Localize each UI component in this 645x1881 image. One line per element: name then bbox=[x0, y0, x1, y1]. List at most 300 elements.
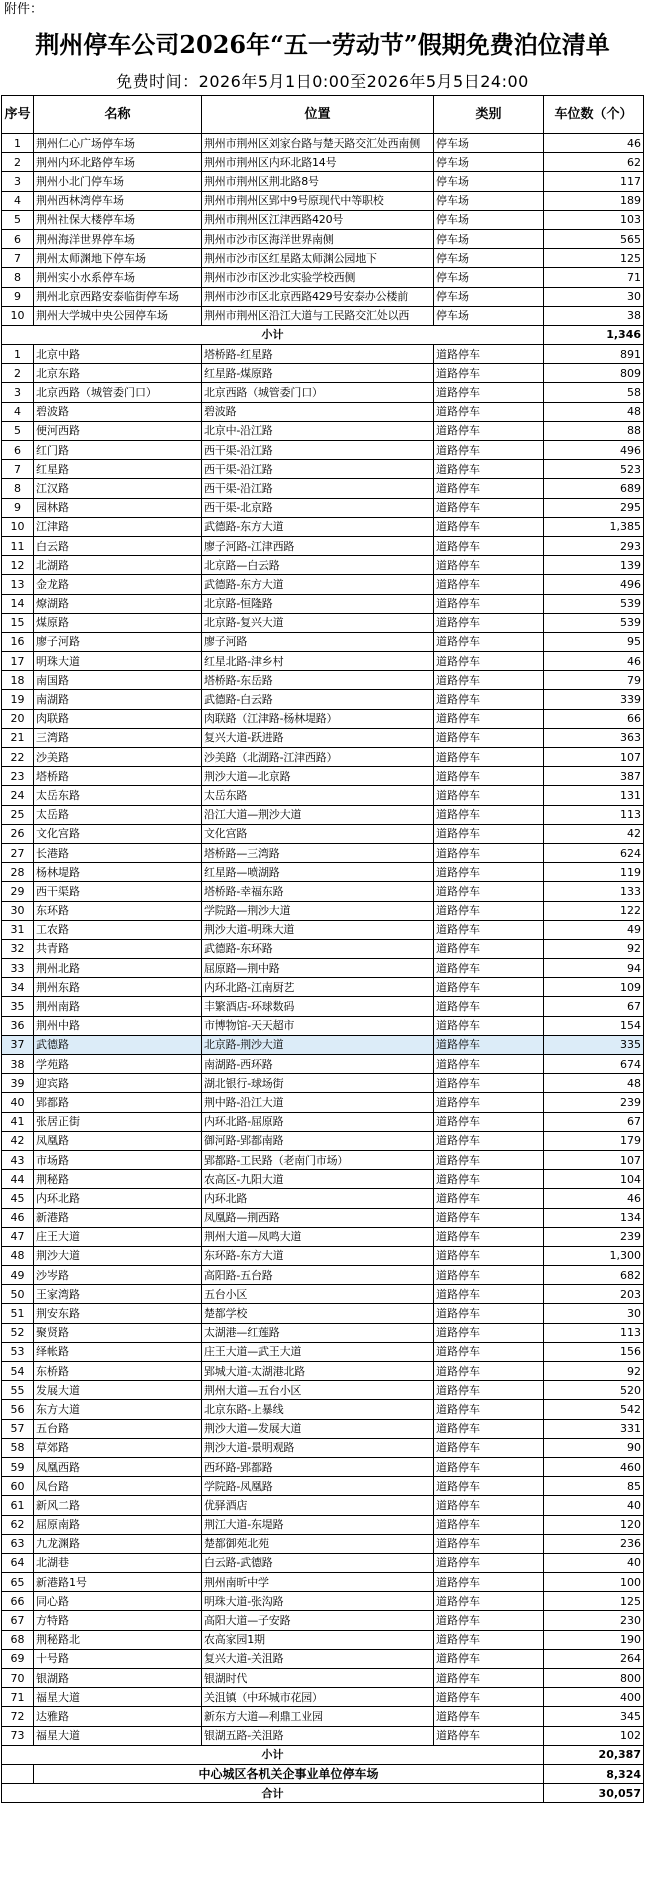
road-parking-row bbox=[2, 671, 644, 690]
cell-category: 道路停车 bbox=[434, 863, 544, 882]
cell-index: 6 bbox=[2, 441, 34, 460]
cell-location: 荆州大道—五台小区 bbox=[202, 1381, 434, 1400]
cell-location: 御河路-郢都南路 bbox=[202, 1131, 434, 1150]
cell-category: 道路停车 bbox=[434, 882, 544, 901]
cell-location: 北京路—白云路 bbox=[202, 556, 434, 575]
cell-name: 北京中路 bbox=[34, 345, 202, 364]
cell-location: 楚都学校 bbox=[202, 1304, 434, 1323]
cell-location: 东环路-东方大道 bbox=[202, 1246, 434, 1265]
cell-index: 57 bbox=[2, 1419, 34, 1438]
cell-index: 49 bbox=[2, 1266, 34, 1285]
cell-spaces: 42 bbox=[544, 824, 644, 843]
road-parking-row bbox=[2, 460, 644, 479]
cell-index: 66 bbox=[2, 1592, 34, 1611]
cell-location: 凤凰路—荆西路 bbox=[202, 1208, 434, 1227]
cell-category: 道路停车 bbox=[434, 1688, 544, 1707]
road-parking-row bbox=[2, 594, 644, 613]
cell-empty bbox=[2, 1764, 34, 1783]
col-header-spaces: 车位数（个） bbox=[544, 96, 644, 134]
cell-category: 停车场 bbox=[434, 229, 544, 248]
road-parking-row bbox=[2, 805, 644, 824]
cell-spaces: 117 bbox=[544, 172, 644, 191]
cell-spaces: 122 bbox=[544, 901, 644, 920]
road-parking-row bbox=[2, 1381, 644, 1400]
cell-name: 银湖路 bbox=[34, 1669, 202, 1688]
cell-name: 东方大道 bbox=[34, 1400, 202, 1419]
cell-category: 道路停车 bbox=[434, 1477, 544, 1496]
cell-spaces: 131 bbox=[544, 786, 644, 805]
cell-category: 道路停车 bbox=[434, 460, 544, 479]
cell-location: 红星北路-津乡村 bbox=[202, 652, 434, 671]
cell-name: 学苑路 bbox=[34, 1055, 202, 1074]
road-parking-row bbox=[2, 1112, 644, 1131]
road-parking-row bbox=[2, 364, 644, 383]
cell-location: 学院路—荆沙大道 bbox=[202, 901, 434, 920]
cell-name: 荆州北路 bbox=[34, 959, 202, 978]
cell-name: 塔桥路 bbox=[34, 767, 202, 786]
cell-location: 荆州市荆州区刘家台路与楚天路交汇处西南侧 bbox=[202, 134, 434, 153]
cell-name: 南国路 bbox=[34, 671, 202, 690]
cell-location: 荆州市沙市区沙北实验学校西侧 bbox=[202, 268, 434, 287]
cell-category: 道路停车 bbox=[434, 1669, 544, 1688]
cell-category: 道路停车 bbox=[434, 901, 544, 920]
cell-spaces: 46 bbox=[544, 134, 644, 153]
cell-name: 福星大道 bbox=[34, 1726, 202, 1745]
cell-location: 荆沙大道—北京路 bbox=[202, 767, 434, 786]
cell-spaces: 539 bbox=[544, 613, 644, 632]
cell-location: 荆州市荆州区内环北路14号 bbox=[202, 153, 434, 172]
cell-index: 34 bbox=[2, 978, 34, 997]
road-parking-row bbox=[2, 441, 644, 460]
cell-location: 农高家园1期 bbox=[202, 1630, 434, 1649]
cell-location: 荆江大道-东堤路 bbox=[202, 1515, 434, 1534]
road-parking-row bbox=[2, 824, 644, 843]
cell-spaces: 800 bbox=[544, 1669, 644, 1688]
cell-index: 46 bbox=[2, 1208, 34, 1227]
cell-spaces: 30 bbox=[544, 1304, 644, 1323]
parking-lot-row bbox=[2, 210, 644, 229]
cell-location: 荆沙大道-明珠大道 bbox=[202, 920, 434, 939]
cell-location: 北京西路（城管委门口） bbox=[202, 383, 434, 402]
cell-category: 停车场 bbox=[434, 153, 544, 172]
road-parking-row bbox=[2, 1189, 644, 1208]
cell-index: 19 bbox=[2, 690, 34, 709]
road-parking-row bbox=[2, 498, 644, 517]
cell-index: 37 bbox=[2, 1035, 34, 1054]
cell-category: 道路停车 bbox=[434, 1093, 544, 1112]
cell-category: 道路停车 bbox=[434, 1419, 544, 1438]
cell-category: 道路停车 bbox=[434, 402, 544, 421]
cell-name: 绎帐路 bbox=[34, 1342, 202, 1361]
cell-spaces: 46 bbox=[544, 1189, 644, 1208]
cell-location: 市博物馆-天天超市 bbox=[202, 1016, 434, 1035]
cell-location: 楚都御苑北苑 bbox=[202, 1534, 434, 1553]
cell-name: 煤原路 bbox=[34, 613, 202, 632]
cell-spaces: 119 bbox=[544, 863, 644, 882]
cell-category: 道路停车 bbox=[434, 1592, 544, 1611]
cell-location: 荆州市荆州区郢中9号原现代中等职校 bbox=[202, 191, 434, 210]
summary-label: 中心城区各机关企事业单位停车场 bbox=[34, 1764, 544, 1783]
cell-category: 停车场 bbox=[434, 191, 544, 210]
cell-spaces: 809 bbox=[544, 364, 644, 383]
cell-spaces: 113 bbox=[544, 805, 644, 824]
cell-name: 便河西路 bbox=[34, 421, 202, 440]
road-parking-row bbox=[2, 786, 644, 805]
road-parking-row bbox=[2, 1515, 644, 1534]
cell-spaces: 363 bbox=[544, 728, 644, 747]
road-parking-row bbox=[2, 1611, 644, 1630]
cell-name: 荆州海洋世界停车场 bbox=[34, 229, 202, 248]
road-parking-row bbox=[2, 613, 644, 632]
cell-spaces: 203 bbox=[544, 1285, 644, 1304]
cell-name: 同心路 bbox=[34, 1592, 202, 1611]
cell-category: 道路停车 bbox=[434, 632, 544, 651]
cell-spaces: 94 bbox=[544, 959, 644, 978]
cell-index: 14 bbox=[2, 594, 34, 613]
cell-category: 道路停车 bbox=[434, 1457, 544, 1476]
road-parking-row bbox=[2, 1553, 644, 1572]
cell-index: 60 bbox=[2, 1477, 34, 1496]
cell-name: 太岳路 bbox=[34, 805, 202, 824]
cell-name: 屈原南路 bbox=[34, 1515, 202, 1534]
road-parking-row bbox=[2, 1573, 644, 1592]
cell-category: 道路停车 bbox=[434, 843, 544, 862]
free-parking-table bbox=[1, 95, 644, 1803]
cell-index: 20 bbox=[2, 709, 34, 728]
cell-category: 道路停车 bbox=[434, 1726, 544, 1745]
parking-lot-row bbox=[2, 172, 644, 191]
cell-spaces: 139 bbox=[544, 556, 644, 575]
road-parking-row bbox=[2, 728, 644, 747]
cell-name: 金龙路 bbox=[34, 575, 202, 594]
cell-spaces: 100 bbox=[544, 1573, 644, 1592]
road-parking-row bbox=[2, 1688, 644, 1707]
cell-name: 东桥路 bbox=[34, 1362, 202, 1381]
road-parking-row bbox=[2, 1457, 644, 1476]
cell-category: 道路停车 bbox=[434, 1707, 544, 1726]
road-parking-row bbox=[2, 1093, 644, 1112]
cell-name: 荆州中路 bbox=[34, 1016, 202, 1035]
cell-location: 白云路-武德路 bbox=[202, 1553, 434, 1572]
cell-location: 荆沙大道-景明观路 bbox=[202, 1438, 434, 1457]
road-parking-row bbox=[2, 536, 644, 555]
cell-location: 塔桥路-东岳路 bbox=[202, 671, 434, 690]
cell-index: 8 bbox=[2, 268, 34, 287]
cell-name: 荆州社保大楼停车场 bbox=[34, 210, 202, 229]
cell-spaces: 335 bbox=[544, 1035, 644, 1054]
cell-category: 道路停车 bbox=[434, 594, 544, 613]
cell-name: 明珠大道 bbox=[34, 652, 202, 671]
road-parking-row bbox=[2, 652, 644, 671]
cell-index: 23 bbox=[2, 767, 34, 786]
cell-index: 1 bbox=[2, 134, 34, 153]
cell-location: 学院路-凤凰路 bbox=[202, 1477, 434, 1496]
cell-location: 北京路-恒隆路 bbox=[202, 594, 434, 613]
cell-name: 荆州小北门停车场 bbox=[34, 172, 202, 191]
cell-index: 63 bbox=[2, 1534, 34, 1553]
cell-category: 道路停车 bbox=[434, 786, 544, 805]
cell-location: 红星路—喷湖路 bbox=[202, 863, 434, 882]
cell-spaces: 387 bbox=[544, 767, 644, 786]
summary-value: 30,057 bbox=[544, 1784, 644, 1803]
cell-category: 道路停车 bbox=[434, 824, 544, 843]
cell-name: 福星大道 bbox=[34, 1688, 202, 1707]
cell-spaces: 331 bbox=[544, 1419, 644, 1438]
cell-spaces: 88 bbox=[544, 421, 644, 440]
cell-index: 58 bbox=[2, 1438, 34, 1457]
summary-label: 合计 bbox=[2, 1784, 544, 1803]
road-parking-row bbox=[2, 767, 644, 786]
cell-index: 70 bbox=[2, 1669, 34, 1688]
cell-index: 56 bbox=[2, 1400, 34, 1419]
cell-name: 西干渠路 bbox=[34, 882, 202, 901]
cell-spaces: 624 bbox=[544, 843, 644, 862]
road-parking-row bbox=[2, 383, 644, 402]
cell-index: 2 bbox=[2, 364, 34, 383]
road-parking-row bbox=[2, 1362, 644, 1381]
grand-total-row bbox=[2, 1784, 644, 1803]
cell-category: 道路停车 bbox=[434, 920, 544, 939]
cell-index: 51 bbox=[2, 1304, 34, 1323]
cell-name: 三湾路 bbox=[34, 728, 202, 747]
cell-category: 道路停车 bbox=[434, 978, 544, 997]
cell-category: 道路停车 bbox=[434, 556, 544, 575]
cell-category: 道路停车 bbox=[434, 479, 544, 498]
cell-index: 65 bbox=[2, 1573, 34, 1592]
cell-name: 燎湖路 bbox=[34, 594, 202, 613]
cell-location: 内环北路 bbox=[202, 1189, 434, 1208]
cell-location: 南湖路-西环路 bbox=[202, 1055, 434, 1074]
document-title: 荆州停车公司2026年“五一劳动节”假期免费泊位清单 bbox=[35, 30, 610, 59]
cell-spaces: 1,300 bbox=[544, 1246, 644, 1265]
cell-category: 道路停车 bbox=[434, 767, 544, 786]
cell-name: 凤凰路 bbox=[34, 1131, 202, 1150]
cell-location: 荆州市沙市区红星路太师渊公园地下 bbox=[202, 249, 434, 268]
cell-index: 39 bbox=[2, 1074, 34, 1093]
cell-category: 停车场 bbox=[434, 172, 544, 191]
parking-lot-row bbox=[2, 134, 644, 153]
cell-name: 长港路 bbox=[34, 843, 202, 862]
cell-index: 35 bbox=[2, 997, 34, 1016]
cell-category: 道路停车 bbox=[434, 690, 544, 709]
road-parking-row bbox=[2, 1477, 644, 1496]
cell-index: 45 bbox=[2, 1189, 34, 1208]
cell-spaces: 30 bbox=[544, 287, 644, 306]
cell-category: 道路停车 bbox=[434, 652, 544, 671]
road-parking-row bbox=[2, 1131, 644, 1150]
cell-index: 55 bbox=[2, 1381, 34, 1400]
road-parking-row bbox=[2, 1055, 644, 1074]
cell-index: 59 bbox=[2, 1457, 34, 1476]
cell-name: 荆秘路北 bbox=[34, 1630, 202, 1649]
cell-category: 停车场 bbox=[434, 134, 544, 153]
cell-spaces: 496 bbox=[544, 441, 644, 460]
cell-category: 道路停车 bbox=[434, 383, 544, 402]
cell-index: 67 bbox=[2, 1611, 34, 1630]
cell-category: 道路停车 bbox=[434, 1074, 544, 1093]
cell-location: 荆州市荆州区江津西路420号 bbox=[202, 210, 434, 229]
cell-name: 沙美路 bbox=[34, 748, 202, 767]
cell-spaces: 339 bbox=[544, 690, 644, 709]
cell-location: 优驿酒店 bbox=[202, 1496, 434, 1515]
road-parking-row bbox=[2, 1285, 644, 1304]
cell-category: 道路停车 bbox=[434, 1266, 544, 1285]
cell-name: 沙岑路 bbox=[34, 1266, 202, 1285]
cell-location: 高阳大道—子安路 bbox=[202, 1611, 434, 1630]
road-parking-row bbox=[2, 632, 644, 651]
cell-spaces: 239 bbox=[544, 1093, 644, 1112]
cell-category: 道路停车 bbox=[434, 536, 544, 555]
road-parking-row bbox=[2, 1342, 644, 1361]
cell-index: 11 bbox=[2, 536, 34, 555]
cell-spaces: 1,385 bbox=[544, 517, 644, 536]
cell-name: 荆州大学城中央公园停车场 bbox=[34, 306, 202, 325]
cell-location: 沙美路（北湖路-江津西路） bbox=[202, 748, 434, 767]
cell-name: 武德路 bbox=[34, 1035, 202, 1054]
col-header-index: 序号 bbox=[2, 96, 34, 134]
cell-location: 内环北路-屈原路 bbox=[202, 1112, 434, 1131]
cell-spaces: 133 bbox=[544, 882, 644, 901]
cell-location: 北京中-沿江路 bbox=[202, 421, 434, 440]
cell-spaces: 674 bbox=[544, 1055, 644, 1074]
cell-spaces: 154 bbox=[544, 1016, 644, 1035]
cell-spaces: 125 bbox=[544, 249, 644, 268]
cell-category: 道路停车 bbox=[434, 1150, 544, 1169]
cell-location: 武德路-东方大道 bbox=[202, 575, 434, 594]
cell-location: 新东方大道—利鼎工业园 bbox=[202, 1707, 434, 1726]
cell-spaces: 264 bbox=[544, 1649, 644, 1668]
parking-lot-row bbox=[2, 249, 644, 268]
cell-index: 73 bbox=[2, 1726, 34, 1745]
cell-index: 43 bbox=[2, 1150, 34, 1169]
cell-location: 荆州大道—凤鸣大道 bbox=[202, 1227, 434, 1246]
cell-category: 道路停车 bbox=[434, 709, 544, 728]
cell-index: 50 bbox=[2, 1285, 34, 1304]
cell-index: 33 bbox=[2, 959, 34, 978]
cell-location: 西环路-郢都路 bbox=[202, 1457, 434, 1476]
cell-name: 东环路 bbox=[34, 901, 202, 920]
col-header-category: 类别 bbox=[434, 96, 544, 134]
cell-category: 道路停车 bbox=[434, 728, 544, 747]
cell-index: 38 bbox=[2, 1055, 34, 1074]
cell-spaces: 293 bbox=[544, 536, 644, 555]
cell-category: 停车场 bbox=[434, 287, 544, 306]
cell-location: 塔桥路-幸福东路 bbox=[202, 882, 434, 901]
cell-location: 复兴大道-跃进路 bbox=[202, 728, 434, 747]
cell-name: 园林路 bbox=[34, 498, 202, 517]
cell-location: 廖子河路-江津西路 bbox=[202, 536, 434, 555]
road-parking-row bbox=[2, 901, 644, 920]
cell-category: 道路停车 bbox=[434, 345, 544, 364]
cell-index: 54 bbox=[2, 1362, 34, 1381]
cell-name: 郢都路 bbox=[34, 1093, 202, 1112]
cell-category: 道路停车 bbox=[434, 498, 544, 517]
cell-index: 18 bbox=[2, 671, 34, 690]
cell-name: 凤凰西路 bbox=[34, 1457, 202, 1476]
cell-index: 72 bbox=[2, 1707, 34, 1726]
cell-index: 10 bbox=[2, 517, 34, 536]
cell-name: 共青路 bbox=[34, 939, 202, 958]
cell-location: 武德路-东环路 bbox=[202, 939, 434, 958]
cell-category: 道路停车 bbox=[434, 1285, 544, 1304]
cell-category: 道路停车 bbox=[434, 1611, 544, 1630]
cell-index: 3 bbox=[2, 172, 34, 191]
cell-location: 郢都路-工民路（老南门市场） bbox=[202, 1150, 434, 1169]
cell-index: 21 bbox=[2, 728, 34, 747]
summary-value: 20,387 bbox=[544, 1745, 644, 1764]
road-parking-row bbox=[2, 421, 644, 440]
cell-name: 荆州内环北路停车场 bbox=[34, 153, 202, 172]
cell-name: 北京西路（城管委门口） bbox=[34, 383, 202, 402]
road-parking-row bbox=[2, 997, 644, 1016]
cell-index: 5 bbox=[2, 210, 34, 229]
cell-location: 太岳东路 bbox=[202, 786, 434, 805]
cell-category: 道路停车 bbox=[434, 1208, 544, 1227]
cell-location: 内环北路-江南厨艺 bbox=[202, 978, 434, 997]
cell-spaces: 295 bbox=[544, 498, 644, 517]
road-parking-row bbox=[2, 1669, 644, 1688]
cell-category: 道路停车 bbox=[434, 1055, 544, 1074]
cell-category: 道路停车 bbox=[434, 1016, 544, 1035]
cell-index: 36 bbox=[2, 1016, 34, 1035]
cell-location: 荆州市荆州区沿江大道与工民路交汇处以西 bbox=[202, 306, 434, 325]
cell-spaces: 48 bbox=[544, 402, 644, 421]
cell-category: 道路停车 bbox=[434, 1534, 544, 1553]
cell-index: 25 bbox=[2, 805, 34, 824]
road-parking-row bbox=[2, 402, 644, 421]
cell-index: 42 bbox=[2, 1131, 34, 1150]
road-parking-row bbox=[2, 690, 644, 709]
cell-name: 廖子河路 bbox=[34, 632, 202, 651]
road-parking-row bbox=[2, 575, 644, 594]
cell-name: 庄王大道 bbox=[34, 1227, 202, 1246]
cell-location: 武德路-东方大道 bbox=[202, 517, 434, 536]
cell-name: 发展大道 bbox=[34, 1381, 202, 1400]
road-parking-row bbox=[2, 1035, 644, 1054]
cell-spaces: 48 bbox=[544, 1074, 644, 1093]
cell-location: 庄王大道—武王大道 bbox=[202, 1342, 434, 1361]
cell-name: 荆州仁心广场停车场 bbox=[34, 134, 202, 153]
cell-location: 肉联路（江津路-杨林堤路） bbox=[202, 709, 434, 728]
cell-location: 荆州市沙市区北京西路429号安泰办公楼前 bbox=[202, 287, 434, 306]
parking-lot-row bbox=[2, 268, 644, 287]
cell-name: 荆秘路 bbox=[34, 1170, 202, 1189]
cell-name: 荆沙大道 bbox=[34, 1246, 202, 1265]
cell-spaces: 71 bbox=[544, 268, 644, 287]
cell-category: 道路停车 bbox=[434, 1035, 544, 1054]
parking-lot-row bbox=[2, 287, 644, 306]
cell-name: 肉联路 bbox=[34, 709, 202, 728]
cell-location: 沿江大道—荆沙大道 bbox=[202, 805, 434, 824]
cell-spaces: 109 bbox=[544, 978, 644, 997]
cell-category: 道路停车 bbox=[434, 575, 544, 594]
cell-spaces: 62 bbox=[544, 153, 644, 172]
cell-spaces: 496 bbox=[544, 575, 644, 594]
cell-spaces: 345 bbox=[544, 1707, 644, 1726]
road-parking-row bbox=[2, 1649, 644, 1668]
cell-category: 道路停车 bbox=[434, 364, 544, 383]
road-parking-row bbox=[2, 1496, 644, 1515]
cell-name: 文化宫路 bbox=[34, 824, 202, 843]
cell-name: 荆州东路 bbox=[34, 978, 202, 997]
cell-location: 碧波路 bbox=[202, 402, 434, 421]
cell-category: 道路停车 bbox=[434, 1112, 544, 1131]
cell-spaces: 565 bbox=[544, 229, 644, 248]
cell-location: 塔桥路—三湾路 bbox=[202, 843, 434, 862]
cell-index: 53 bbox=[2, 1342, 34, 1361]
road-parking-row bbox=[2, 939, 644, 958]
cell-index: 4 bbox=[2, 402, 34, 421]
